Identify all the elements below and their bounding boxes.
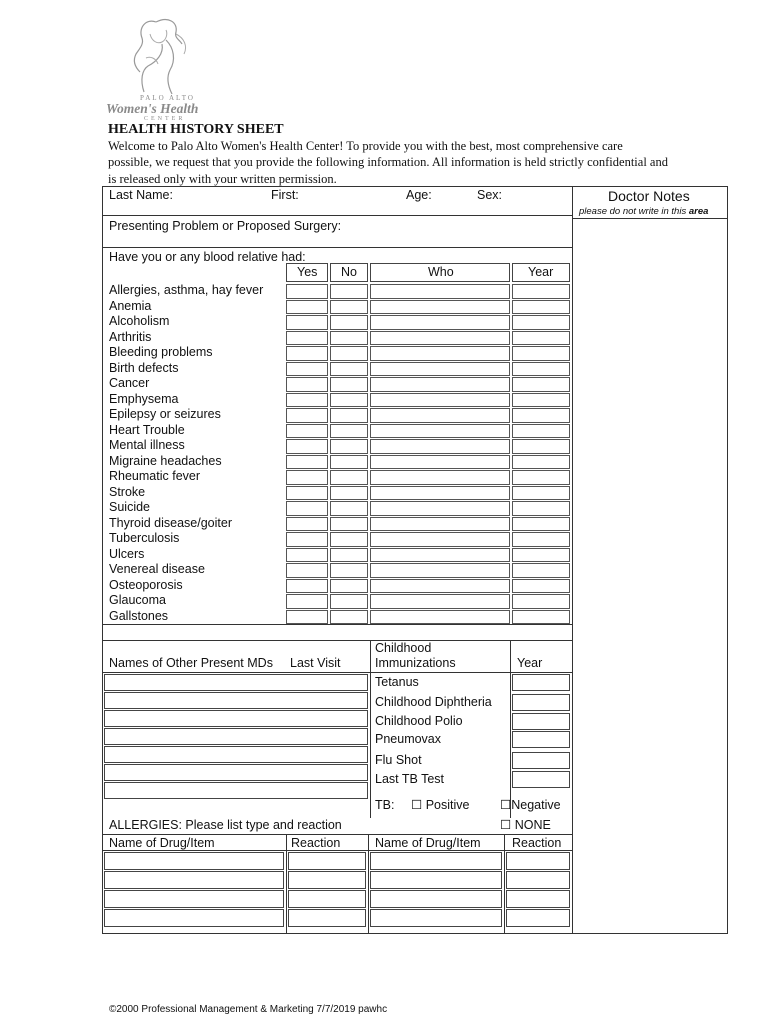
doctor-notes-title: Doctor Notes xyxy=(608,188,690,204)
no-cell[interactable] xyxy=(330,346,368,361)
intro-line-3: is released only with your written permission. xyxy=(108,172,337,186)
condition-label: Ulcers xyxy=(109,546,145,561)
tb-negative-checkbox-icon[interactable]: ☐ xyxy=(500,798,512,812)
no-cell[interactable] xyxy=(330,548,368,563)
immunizations-header-1: Childhood xyxy=(375,641,432,655)
allergy-drug-field[interactable] xyxy=(104,871,284,889)
no-cell[interactable] xyxy=(330,315,368,330)
col-yes-header: Yes xyxy=(297,265,318,279)
yes-cell[interactable] xyxy=(286,346,328,361)
allergy-drug-field[interactable] xyxy=(104,852,284,870)
no-cell[interactable] xyxy=(330,501,368,516)
year-cell[interactable] xyxy=(512,610,570,625)
allergy-drug-field[interactable] xyxy=(104,909,284,927)
year-cell[interactable] xyxy=(512,501,570,516)
who-cell[interactable] xyxy=(370,517,510,532)
immunization-label: Last TB Test xyxy=(375,772,445,786)
yes-cell[interactable] xyxy=(286,439,328,454)
no-cell[interactable] xyxy=(330,393,368,408)
doctor-notes-note-text: please do not write in this xyxy=(579,206,689,217)
immunization-year-field[interactable] xyxy=(512,713,570,730)
no-cell[interactable] xyxy=(330,300,368,315)
patient-info-field[interactable] xyxy=(104,203,570,215)
who-cell[interactable] xyxy=(370,393,510,408)
yes-cell[interactable] xyxy=(286,424,328,439)
none-label: NONE xyxy=(514,818,551,832)
year-cell[interactable] xyxy=(512,331,570,346)
who-cell[interactable] xyxy=(370,548,510,563)
md-name-field[interactable] xyxy=(104,764,368,781)
yes-cell[interactable] xyxy=(286,486,328,501)
logo-name: Women's Health xyxy=(106,101,199,116)
allergies-none-option[interactable] xyxy=(500,818,551,833)
md-name-field[interactable] xyxy=(104,692,368,709)
immunization-label: Tetanus xyxy=(375,675,419,689)
allergy-drug-field[interactable] xyxy=(370,871,502,889)
yes-cell[interactable] xyxy=(286,393,328,408)
year-cell[interactable] xyxy=(512,284,570,299)
year-cell[interactable] xyxy=(512,439,570,454)
yes-cell[interactable] xyxy=(286,377,328,392)
tb-positive-checkbox-icon[interactable]: ☐ xyxy=(411,798,423,812)
yes-cell[interactable] xyxy=(286,300,328,315)
allergy-reaction-field[interactable] xyxy=(506,852,570,870)
who-cell[interactable] xyxy=(370,501,510,516)
yes-cell[interactable] xyxy=(286,362,328,377)
yes-cell[interactable] xyxy=(286,455,328,470)
who-cell[interactable] xyxy=(370,424,510,439)
condition-label: Gallstones xyxy=(109,608,169,623)
immunization-year-header: Year xyxy=(517,656,543,670)
allergy-drug-field[interactable] xyxy=(370,909,502,927)
condition-label: Epilepsy or seizures xyxy=(109,407,221,421)
allergy-reaction-field[interactable] xyxy=(506,871,570,889)
footer-copyright: ©2000 Professional Management & Marketing 7/7/2019 pawhc xyxy=(109,1004,388,1015)
logo-line3: CENTER xyxy=(144,116,186,122)
allergy-drug-field[interactable] xyxy=(104,890,284,908)
year-cell[interactable] xyxy=(512,579,570,594)
immunization-label: Pneumovax xyxy=(375,732,442,746)
no-cell[interactable] xyxy=(330,610,368,625)
yes-cell[interactable] xyxy=(286,548,328,563)
md-name-field[interactable] xyxy=(104,782,368,799)
tb-positive-option[interactable] xyxy=(411,798,469,813)
who-cell[interactable] xyxy=(370,284,510,299)
col-year-header: Year xyxy=(528,265,554,279)
doctor-notes-instruction xyxy=(579,204,708,219)
no-cell[interactable] xyxy=(330,408,368,423)
allergy-reaction-field[interactable] xyxy=(288,890,366,908)
year-cell[interactable] xyxy=(512,362,570,377)
no-cell[interactable] xyxy=(330,377,368,392)
year-cell[interactable] xyxy=(512,594,570,609)
drug-name-header-right: Name of Drug/Item xyxy=(375,836,481,850)
no-cell[interactable] xyxy=(330,594,368,609)
allergy-reaction-field[interactable] xyxy=(506,890,570,908)
no-cell[interactable] xyxy=(330,424,368,439)
yes-cell[interactable] xyxy=(286,315,328,330)
year-cell[interactable] xyxy=(512,315,570,330)
none-checkbox-icon[interactable]: ☐ xyxy=(500,818,512,832)
allergy-reaction-field[interactable] xyxy=(288,909,366,927)
yes-cell[interactable] xyxy=(286,284,328,299)
no-cell[interactable] xyxy=(330,486,368,501)
year-cell[interactable] xyxy=(512,393,570,408)
condition-label: Bleeding problems xyxy=(109,345,213,359)
presenting-problem-field[interactable] xyxy=(104,234,570,246)
no-cell[interactable] xyxy=(330,284,368,299)
other-mds-label: Names of Other Present MDs xyxy=(109,656,273,670)
no-cell[interactable] xyxy=(330,579,368,594)
md-name-field[interactable] xyxy=(104,728,368,745)
yes-cell[interactable] xyxy=(286,532,328,547)
allergy-drug-field[interactable] xyxy=(370,852,502,870)
who-cell[interactable] xyxy=(370,610,510,625)
no-cell[interactable] xyxy=(330,455,368,470)
year-cell[interactable] xyxy=(512,532,570,547)
who-cell[interactable] xyxy=(370,594,510,609)
condition-label: Mental illness xyxy=(109,438,185,452)
who-cell[interactable] xyxy=(370,362,510,377)
year-cell[interactable] xyxy=(512,408,570,423)
condition-label: Alcoholism xyxy=(109,314,170,328)
condition-label: Migraine headaches xyxy=(109,453,222,468)
first-name-label: First: xyxy=(271,188,299,202)
condition-label: Rheumatic fever xyxy=(109,469,201,483)
yes-cell[interactable] xyxy=(286,594,328,609)
who-cell[interactable] xyxy=(370,408,510,423)
age-label: Age: xyxy=(406,188,432,202)
no-cell[interactable] xyxy=(330,517,368,532)
allergy-reaction-field[interactable] xyxy=(506,909,570,927)
reaction-header-left: Reaction xyxy=(291,836,341,850)
condition-label: Anemia xyxy=(109,298,152,313)
drug-name-header-left: Name of Drug/Item xyxy=(109,836,215,850)
yes-cell[interactable] xyxy=(286,563,328,578)
md-name-field[interactable] xyxy=(104,746,368,763)
allergy-drug-field[interactable] xyxy=(370,890,502,908)
col-who-header: Who xyxy=(428,265,454,279)
immunization-label: Flu Shot xyxy=(375,753,422,767)
condition-label: Allergies, asthma, hay fever xyxy=(109,283,264,297)
tb-negative-label: Negative xyxy=(511,798,561,812)
who-cell[interactable] xyxy=(370,579,510,594)
allergy-reaction-field[interactable] xyxy=(288,871,366,889)
year-cell[interactable] xyxy=(512,424,570,439)
history-question: Have you or any blood relative had: xyxy=(109,250,306,264)
condition-label: Birth defects xyxy=(109,360,179,375)
woman-silhouette-icon xyxy=(126,14,196,96)
intro-line-2: possible, we request that you provide the following information. All information is held strictly confidential and xyxy=(108,155,668,169)
logo-line1: PALO ALTO xyxy=(140,94,195,102)
no-cell[interactable] xyxy=(330,470,368,485)
tb-negative-option[interactable] xyxy=(500,798,561,813)
year-cell[interactable] xyxy=(512,563,570,578)
condition-label: Heart Trouble xyxy=(109,422,185,437)
yes-cell[interactable] xyxy=(286,331,328,346)
immunization-year-field[interactable] xyxy=(512,694,570,711)
tb-label: TB: xyxy=(375,798,395,812)
year-cell[interactable] xyxy=(512,548,570,563)
condition-label: Arthritis xyxy=(109,329,152,344)
who-cell[interactable] xyxy=(370,315,510,330)
presenting-problem-label: Presenting Problem or Proposed Surgery: xyxy=(109,219,342,233)
no-cell[interactable] xyxy=(330,331,368,346)
year-cell[interactable] xyxy=(512,346,570,361)
intro-line-1: Welcome to Palo Alto Women's Health Center! To provide you with the best, most comprehensive care xyxy=(108,139,623,153)
yes-cell[interactable] xyxy=(286,501,328,516)
who-cell[interactable] xyxy=(370,331,510,346)
condition-label: Thyroid disease/goiter xyxy=(109,515,232,530)
immunization-year-field[interactable] xyxy=(512,674,570,691)
who-cell[interactable] xyxy=(370,455,510,470)
condition-label: Stroke xyxy=(109,484,146,499)
allergies-label: ALLERGIES: Please list type and reaction xyxy=(109,818,342,832)
condition-label: Tuberculosis xyxy=(109,531,180,545)
no-cell[interactable] xyxy=(330,563,368,578)
md-name-field[interactable] xyxy=(104,674,368,691)
year-cell[interactable] xyxy=(512,470,570,485)
condition-label: Cancer xyxy=(109,376,150,390)
last-name-label: Last Name: xyxy=(109,188,173,202)
reaction-header-right: Reaction xyxy=(512,836,562,850)
yes-cell[interactable] xyxy=(286,517,328,532)
doctor-notes-note-bold: area xyxy=(688,206,709,217)
no-cell[interactable] xyxy=(330,362,368,377)
year-cell[interactable] xyxy=(512,486,570,501)
who-cell[interactable] xyxy=(370,563,510,578)
clinic-logo xyxy=(104,14,214,122)
immunization-label: Childhood Diphtheria xyxy=(375,695,492,709)
allergy-reaction-field[interactable] xyxy=(288,852,366,870)
yes-cell[interactable] xyxy=(286,579,328,594)
who-cell[interactable] xyxy=(370,439,510,454)
condition-label: Osteoporosis xyxy=(109,577,183,592)
no-cell[interactable] xyxy=(330,439,368,454)
who-cell[interactable] xyxy=(370,377,510,392)
who-cell[interactable] xyxy=(370,470,510,485)
year-cell[interactable] xyxy=(512,377,570,392)
yes-cell[interactable] xyxy=(286,610,328,625)
doctor-notes-divider xyxy=(572,186,573,934)
year-cell[interactable] xyxy=(512,300,570,315)
immunizations-header-2: Immunizations xyxy=(375,656,456,670)
condition-label: Suicide xyxy=(109,500,150,514)
yes-cell[interactable] xyxy=(286,470,328,485)
page-title: HEALTH HISTORY SHEET xyxy=(108,122,284,137)
condition-label: Venereal disease xyxy=(109,562,205,576)
tb-positive-label: Positive xyxy=(425,798,470,812)
who-cell[interactable] xyxy=(370,486,510,501)
immunization-year-field[interactable] xyxy=(512,752,570,769)
immunization-label: Childhood Polio xyxy=(375,714,463,728)
last-visit-label: Last Visit xyxy=(290,656,341,670)
year-cell[interactable] xyxy=(512,455,570,470)
sex-label: Sex: xyxy=(477,188,503,202)
who-cell[interactable] xyxy=(370,532,510,547)
who-cell[interactable] xyxy=(370,300,510,315)
year-cell[interactable] xyxy=(512,517,570,532)
immunization-year-field[interactable] xyxy=(512,731,570,748)
who-cell[interactable] xyxy=(370,346,510,361)
md-name-field[interactable] xyxy=(104,710,368,727)
col-no-header: No xyxy=(341,265,357,279)
immunization-year-field[interactable] xyxy=(512,771,570,788)
no-cell[interactable] xyxy=(330,532,368,547)
condition-label: Emphysema xyxy=(109,391,179,406)
condition-label: Glaucoma xyxy=(109,593,166,607)
yes-cell[interactable] xyxy=(286,408,328,423)
